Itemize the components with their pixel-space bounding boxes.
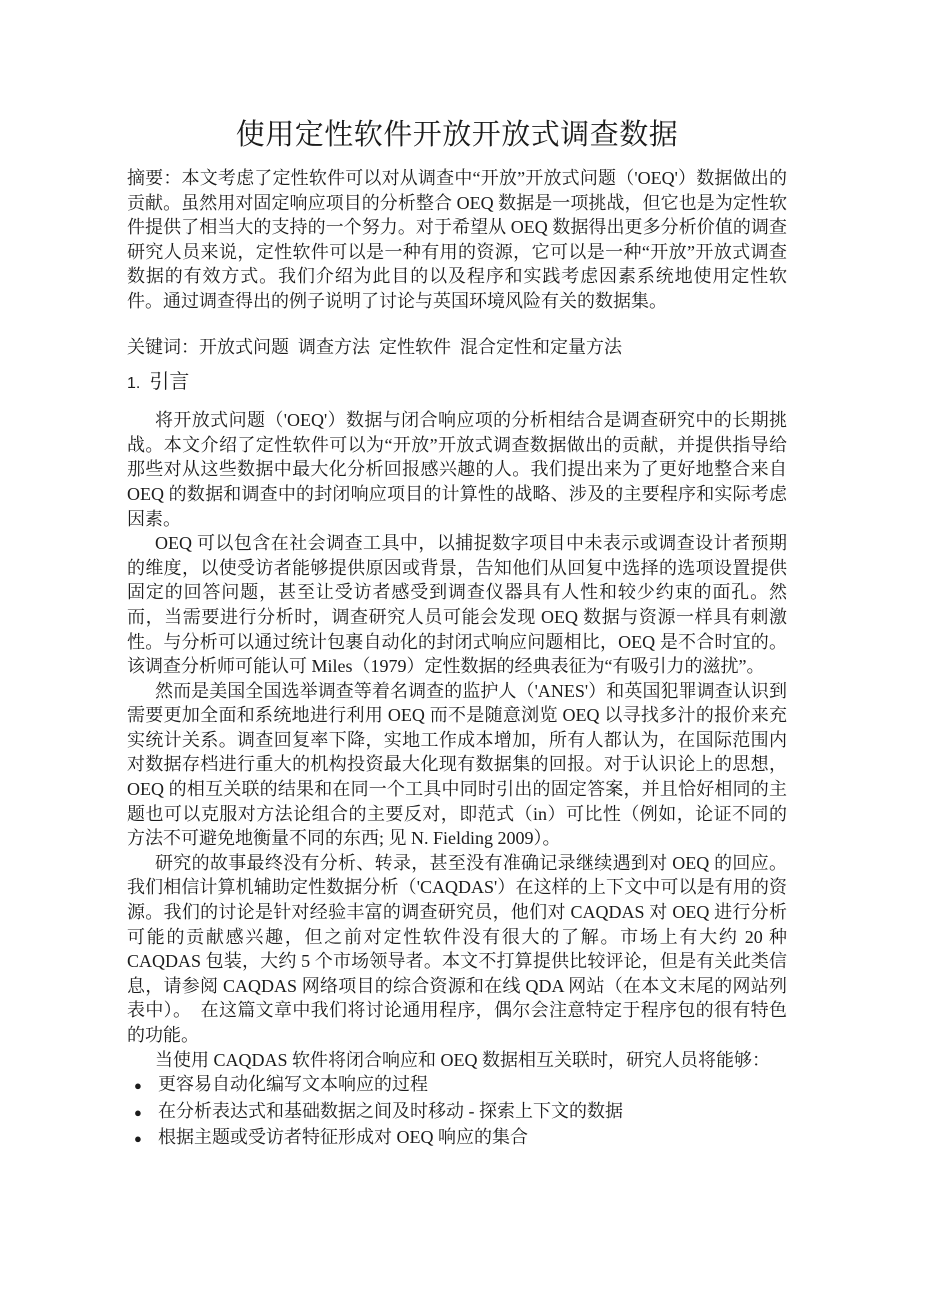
section-heading [127,369,787,397]
paragraph-4: 研究的故事最终没有分析、转录，甚至没有准确记录继续遇到对 OEQ 的回应。我们相信计算机辅助定性数据分析（'CAQDAS'）在这样的上下文中可以是有用的资源。我们的讨论是针对经验丰富的调查研究员，他们对 CAQDAS 对 OEQ 进行分析可能的贡献感兴趣，但之前对定性软件没有很大的了解。市场上有大约 20 种 CAQDAS 包装，大约 5 个市场领导者。本文不打算提供比较评论，但是有关此类信息，请参阅 CAQDAS 网络项目的综合资源和在线 QDA 网站（在本文末尾的网站列表中）。 在这篇文章中我们将讨论通用程序，偶尔会注意特定于程序包的很有特色的功能。 [127,852,787,1045]
bullet-icon: ● [134,1104,142,1120]
list-item [127,1072,787,1099]
section-number: 1. [127,375,141,393]
paper-title: 使用定性软件开放开放式调查数据 [235,119,679,151]
paragraph-1: 将开放式问题（'OEQ'）数据与闭合响应项的分析相结合是调查研究中的长期挑战。本文介绍了定性软件可以为“开放”开放式调查数据做出的贡献，并提供指导给那些对从这些数据中最大化分析回报感兴趣的人。我们提出来为了更好地整合来自 OEQ 的数据和调查中的封闭响应项目的计算性的战略、涉及的主要程序和实际考虑因素。 [127,410,787,529]
list-item-text: 在分析表达式和基础数据之间及时移动 - 探索上下文的数据 [158,1100,623,1121]
paragraph-3: 然而是美国全国选举调查等着名调查的监护人（'ANES'）和英国犯罪调查认识到需要更加全面和系统地进行利用 OEQ 而不是随意浏览 OEQ 以寻找多汁的报价来充实统计关系。调查回复率下降，实地工作成本增加，所有人都认为，在国际范围内对数据存档进行重大的机构投资最大化现有数据集的回报。对于认识论上的思想，OEQ 的相互关联的结果和在同一个工具中同时引出的固定答案，并且恰好相同的主题也可以克服对方法论组合的主要反对，即范式（in）可比性（例如，论证不同的方法不可避免地衡量不同的东西; 见 N. Fielding 2009）。 [127,680,787,849]
bullet-list-intro: 当使用 CAQDAS 软件将闭合响应和 OEQ 数据相互关联时，研究人员将能够： [155,1049,771,1070]
bullet-icon: ● [134,1131,142,1147]
list-item [127,1125,787,1152]
list-item-text: 根据主题或受访者特征形成对 OEQ 响应的集合 [158,1127,528,1148]
section-title: 引言 [149,371,190,394]
keywords-line: 关键词：开放式问题 调查方法 定性软件 混合定性和定量方法 [127,336,622,357]
list-item [127,1099,787,1126]
abstract-paragraph: 摘要：本文考虑了定性软件可以对从调查中“开放”开放式问题（'OEQ'）数据做出的贡献。虽然用对固定响应项目的分析整合 OEQ 数据是一项挑战，但它也是为定性软件提供了相当大的支持的一个努力。对于希望从 OEQ 数据得出更多分析价值的调查研究人员来说，定性软件可以是一种有用的资源，它可以是一种“开放”开放式调查数据的有效方式。我们介绍为此目的以及程序和实践考虑因素系统地使用定性软件。通过调查得出的例子说明了讨论与英国环境风险有关的数据集。 [127,168,787,311]
bullet-icon: ● [134,1078,142,1094]
list-item-text: 更容易自动化编写文本响应的过程 [158,1074,428,1095]
bullet-list [127,1072,787,1152]
paragraph-2: OEQ 可以包含在社会调查工具中，以捕捉数字项目中未表示或调查设计者预期的维度，以使受访者能够提供原因或背景，告知他们从回复中选择的选项设置提供固定的回答问题，甚至让受访者感受到调查仪器具有人性和较少约束的面孔。然而，当需要进行分析时，调查研究人员可能会发现 OEQ 数据与资源一样具有刺激性。与分析可以通过统计包裹自动化的封闭式响应问题相比，OEQ 是不合时宜的。该调查分析师可能认可 Miles（1979）定性数据的经典表征为“有吸引力的滋扰”。 [127,533,787,677]
